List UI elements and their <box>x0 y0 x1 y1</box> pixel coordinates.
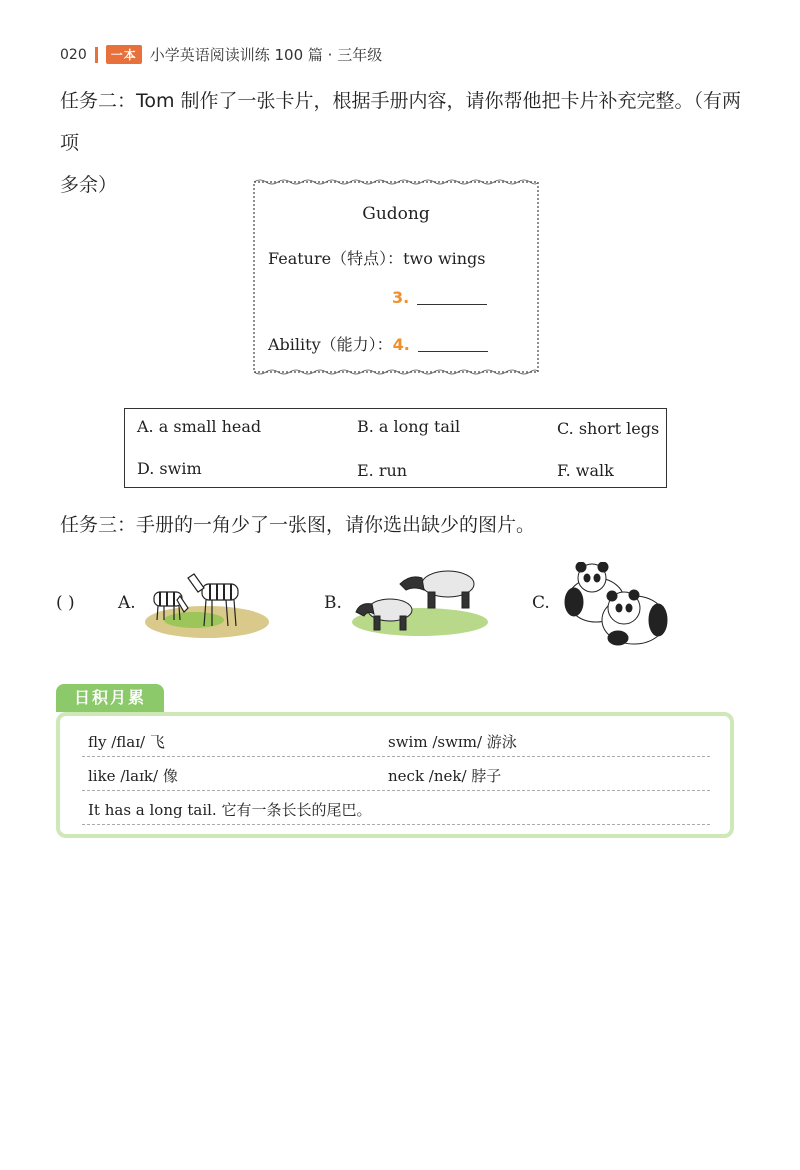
brand-badge: 一本 <box>106 45 142 64</box>
option-f[interactable]: F. walk <box>557 461 614 480</box>
pic-option-b-label[interactable]: B. <box>324 593 342 613</box>
vocab-neck: neck /nek/ 脖子 <box>388 767 502 785</box>
blank-3-line[interactable] <box>417 304 487 305</box>
ability-label: Ability（能力）： <box>268 335 393 354</box>
vocab-like: like /laɪk/ 像 <box>88 767 178 785</box>
answer-parentheses[interactable]: ( ) <box>56 593 75 613</box>
task2-line1: 任务二：Tom 制作了一张卡片，根据手册内容，请你帮他把卡片补充完整。（有两项 <box>60 90 742 154</box>
vocab-swim: swim /swɪm/ 游泳 <box>388 733 517 751</box>
option-b[interactable]: B. a long tail <box>357 417 461 436</box>
page-number: 020 <box>60 46 87 63</box>
tapirs-illustration[interactable] <box>350 560 492 640</box>
vocab-tab-title: 日积月累 <box>56 684 164 712</box>
vocab-box <box>56 712 734 838</box>
page-header <box>60 44 382 65</box>
feature-value: two wings <box>403 249 486 268</box>
option-e[interactable]: E. run <box>357 461 408 480</box>
card-title: Gudong <box>362 204 430 224</box>
blank-4-number: 4. <box>392 335 410 354</box>
gudong-card <box>250 178 542 376</box>
card-feature-line <box>268 246 486 269</box>
card-blank-3 <box>392 288 487 307</box>
zebras-illustration[interactable] <box>144 570 270 640</box>
header-divider <box>95 47 98 63</box>
blank-4-line[interactable] <box>418 351 488 352</box>
option-d[interactable]: D. swim <box>137 459 202 478</box>
card-ability-line <box>268 332 488 355</box>
blank-3-number: 3. <box>392 288 410 307</box>
feature-label: Feature（特点）： <box>268 249 404 268</box>
task2-line2: 多余） <box>60 174 118 196</box>
option-c[interactable]: C. short legs <box>557 419 660 438</box>
vocab-sentence: It has a long tail. 它有一条长长的尾巴。 <box>88 801 372 819</box>
vocab-fly: fly /flaɪ/ 飞 <box>88 733 165 751</box>
pic-option-a-label[interactable]: A. <box>118 593 136 613</box>
vocab-row-3 <box>82 792 710 825</box>
vocab-row-2 <box>82 758 710 791</box>
task3-instruction: 任务三：手册的一角少了一张图，请你选出缺少的图片。 <box>60 514 536 536</box>
book-title: 小学英语阅读训练 100 篇 · 三年级 <box>149 46 383 64</box>
options-table <box>124 408 667 488</box>
option-a[interactable]: A. a small head <box>137 417 262 436</box>
pic-option-c-label[interactable]: C. <box>532 593 550 613</box>
pandas-illustration[interactable] <box>562 562 672 648</box>
vocab-row-1 <box>82 724 710 757</box>
picture-options <box>56 566 756 656</box>
